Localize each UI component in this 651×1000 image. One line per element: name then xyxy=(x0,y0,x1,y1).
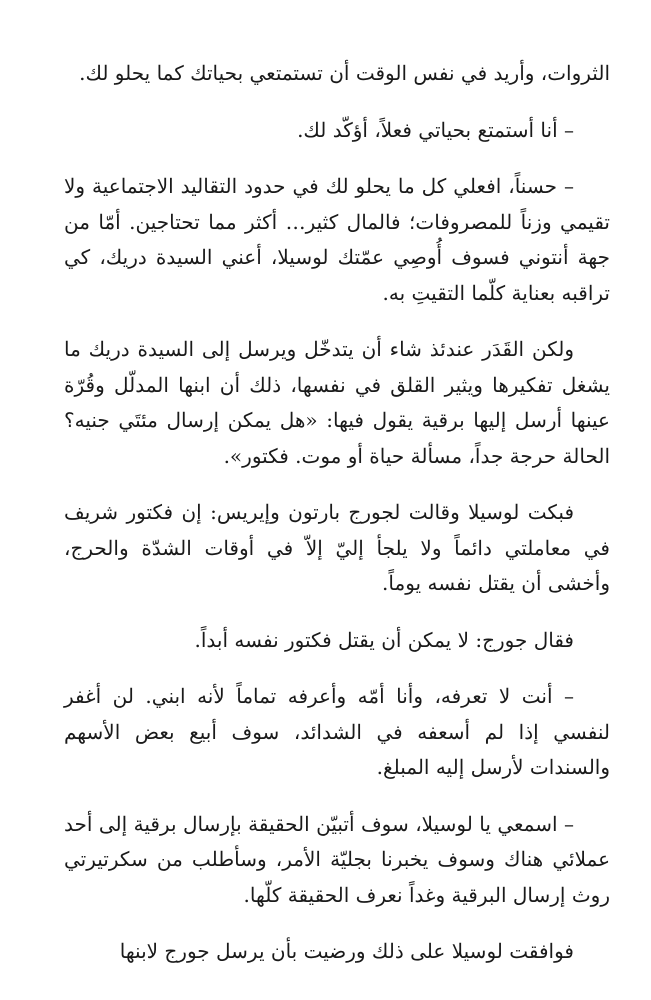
paragraph-5: فبكت لوسيلا وقالت لجورج بارتون وإيريس: إن فكتور شريف في معاملتي دائماً ولا يلجأ إليّ إلاّ في أوقات الشدّة والحرج، وأخشى أن يقتل نفسه يوماً. xyxy=(64,500,610,595)
paragraph-3: – حسناً، افعلي كل ما يحلو لك في حدود التقاليد الاجتماعية ولا تقيمي وزناً للمصروفات؛ فالمال كثير… أكثر مما تحتاجين. أمّا من جهة أنتوني فسوف أُوصِي عمّتك لوسيلا، أعني السيدة دريك، كي تراقبه بعناية كلّما التقيتِ به. xyxy=(64,174,611,305)
paragraph-1: الثروات، وأريد في نفس الوقت أن تستمتعي بحياتك كما يحلو لك. xyxy=(79,61,610,85)
paragraph-8: – اسمعي يا لوسيلا، سوف أتبيّن الحقيقة بإرسال برقية إلى أحد عملائي هناك وسوف يخبرنا بجليّة الأمر، وسأطلب من سكرتيرتي روث إرسال البرقية وغداً نعرف الحقيقة كلّها. xyxy=(64,811,610,907)
paragraph-6: فقال جورج: لا يمكن أن يقتل فكتور نفسه أبداً. xyxy=(194,627,574,652)
paragraph-2: – أنا أستمتع بحياتي فعلاً، أؤكّد لك. xyxy=(297,117,574,142)
book-page-text xyxy=(64,56,610,970)
paragraph-7: – أنت لا تعرفه، وأنا أمّه وأعرفه تماماً لأنه ابني. لن أغفر لنفسي إذا لم أسعفه في الشدائد، سوف أبيع بعض الأسهم والسندات لأرسل إليه المبلغ. xyxy=(64,684,610,779)
paragraph-4: ولكن القَدَر عندئذ شاء أن يتدخّل ويرسل إلى السيدة دريك ما يشغل تفكيرها ويثير القلق في نفسها، ذلك أن ابنها المدلّل وقُرّة عينها أرسل إليها برقية يقول فيها: «هل يمكن إرسال مئتَي جنيه؟ الحالة حرجة جداً، مسألة حياة أو موت. فكتور». xyxy=(64,337,610,468)
paragraph-9: فوافقت لوسيلا على ذلك ورضيت بأن يرسل جورج لابنها xyxy=(119,939,574,963)
